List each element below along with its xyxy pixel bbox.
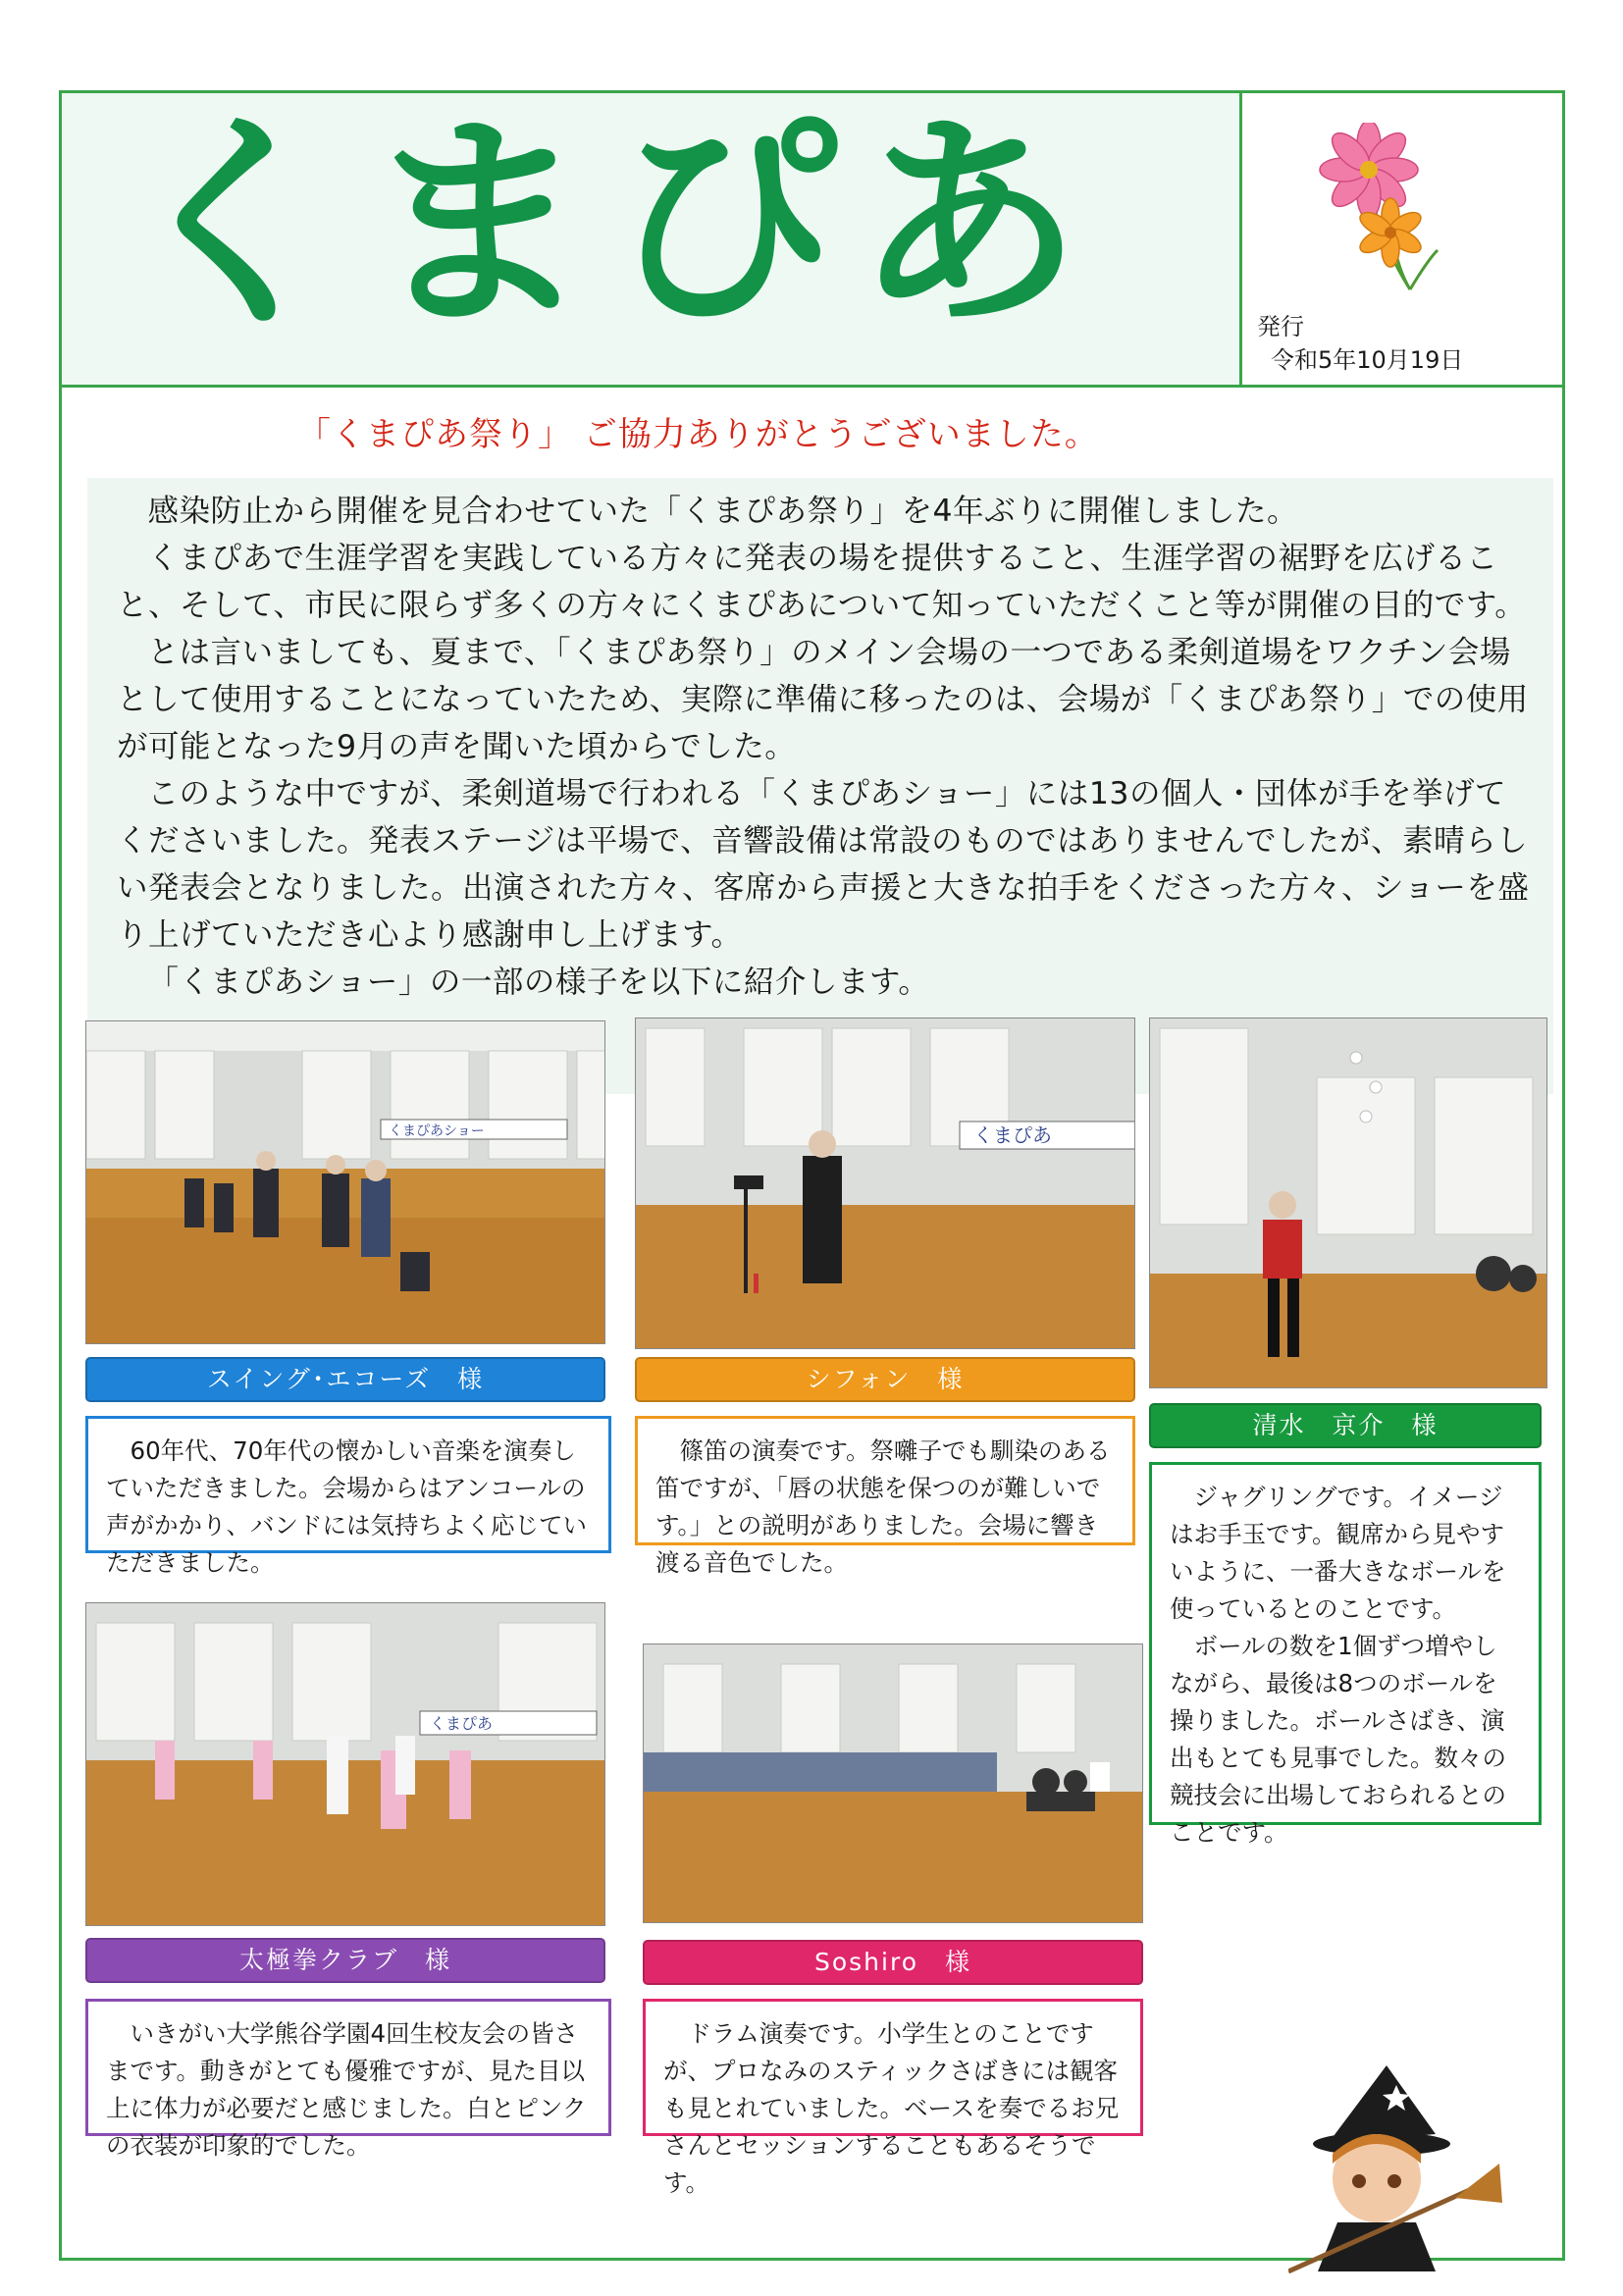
performer-description: ドラム演奏です。小学生とのことですが、プロなみのスティックさばきには観客も見とれていました。ベースを奏でるお兄さんとセッションすることもあるそうです。 xyxy=(663,2019,1120,2197)
issue-date: 令和5年10月19日 xyxy=(1271,346,1464,374)
intro-text-block xyxy=(87,478,1553,1094)
band-photo-image xyxy=(86,1021,605,1344)
intro-paragraph: とは言いましても、夏まで、「くまぴあ祭り」のメイン会場の一つである柔剣道場をワクチン会場として使用することになっていたため、実際に準備に移ったのは、会場が「くまぴあ祭り」での使用が可能となった9月の声を聞いた頃からでした。 xyxy=(117,635,1529,764)
intro-paragraph: 感染防止から開催を見合わせていた「くまぴあ祭り」を4年ぶりに開催しました。 xyxy=(147,494,1299,529)
photo-shimizu xyxy=(1149,1018,1547,1388)
performer-description-box xyxy=(85,1999,611,2160)
stage-banner-text: くまぴあ xyxy=(430,1714,494,1733)
title-box xyxy=(62,93,1242,385)
performer-name-banner: 太極拳クラブ 様 xyxy=(85,1938,605,1983)
issue-label: 発行 xyxy=(1257,313,1304,340)
masthead xyxy=(62,93,1562,388)
performer-description-box xyxy=(85,1416,611,1577)
intro-paragraphs xyxy=(117,488,1530,1006)
performer-description-box xyxy=(635,1416,1135,1577)
performer-name-banner: シフォン 様 xyxy=(635,1357,1135,1402)
intro-paragraph: くまぴあで生涯学習を実践している方々に発表の場を提供すること、生涯学習の裾野を広げること、そして、市民に限らず多くの方々にくまぴあについて知っていただくこと等が開催の目的です。 xyxy=(117,541,1527,623)
performer-description: いきがい大学熊谷学園4回生校友会の皆さまです。動きがとても優雅ですが、見た目以上に体力が必要だと感じました。白とピンクの衣装が印象的でした。 xyxy=(106,2019,587,2160)
taichi-photo-image xyxy=(86,1603,605,1926)
performer-name-banner: Soshiro 様 xyxy=(643,1940,1143,1985)
performer-description-box xyxy=(643,1999,1143,2197)
flute-photo-image xyxy=(636,1018,1135,1349)
photo-soshiro xyxy=(643,1644,1143,1923)
juggling-photo-image xyxy=(1150,1018,1547,1388)
performer-name-banner: 清水 京介 様 xyxy=(1149,1403,1542,1448)
performer-description: 60年代、70年代の懐かしい音楽を演奏していただきました。会場からはアンコールの声がかかり、バンドには気持ちよく応じていただきました。 xyxy=(106,1436,587,1577)
headline: 「くまぴあ祭り」 ご協力ありがとうございました。 xyxy=(297,415,1099,454)
performer-description-box xyxy=(1149,1462,1542,1847)
performer-description: ジャグリングです。イメージはお手玉です。観席から見やすいように、一番大きなボールを使っているとのことです。 xyxy=(1170,1483,1506,1623)
stage-banner-text: くまぴあ xyxy=(973,1123,1052,1147)
performer-name-banner: スイング･エコーズ 様 xyxy=(85,1357,605,1402)
performer-description: 篠笛の演奏です。祭囃子でも馴染のある笛ですが、「唇の状態を保つのが難しいです。」との説明がありました。会場に響き渡る音色でした。 xyxy=(655,1436,1111,1577)
photo-chiffon xyxy=(635,1018,1135,1349)
photo-swing-echoes xyxy=(85,1020,605,1344)
cosmos-flower-icon xyxy=(1300,123,1447,299)
intro-paragraph: このような中ですが、柔剣道場で行われる「くまぴあショー」には13の個人・団体が手を挙げてくださいました。発表ステージは平場で、音響設備は常設のものではありませんでしたが、素晴らしい発表会となりました。出演された方々、客席から声援と大きな拍手をくださった方々、ショーを盛り上げていただき心より感謝申し上げます。 xyxy=(117,776,1530,953)
witch-mascot-icon xyxy=(1288,2065,1504,2281)
stage-banner-text: くまぴあショー xyxy=(389,1123,485,1139)
photo-taichi xyxy=(85,1602,605,1926)
drums-photo-image xyxy=(644,1644,1143,1923)
performer-description: ボールの数を1個ずつ増やしながら、最後は8つのボールを操りました。ボールさばき、演出もとても見事でした。数々の競技会に出場しておられるとのことです。 xyxy=(1170,1632,1506,1847)
intro-paragraph: 「くまぴあショー」の一部の様子を以下に紹介します。 xyxy=(147,965,930,1000)
newsletter-frame xyxy=(59,90,1565,2261)
newsletter-title: くまぴあ xyxy=(119,92,1101,357)
